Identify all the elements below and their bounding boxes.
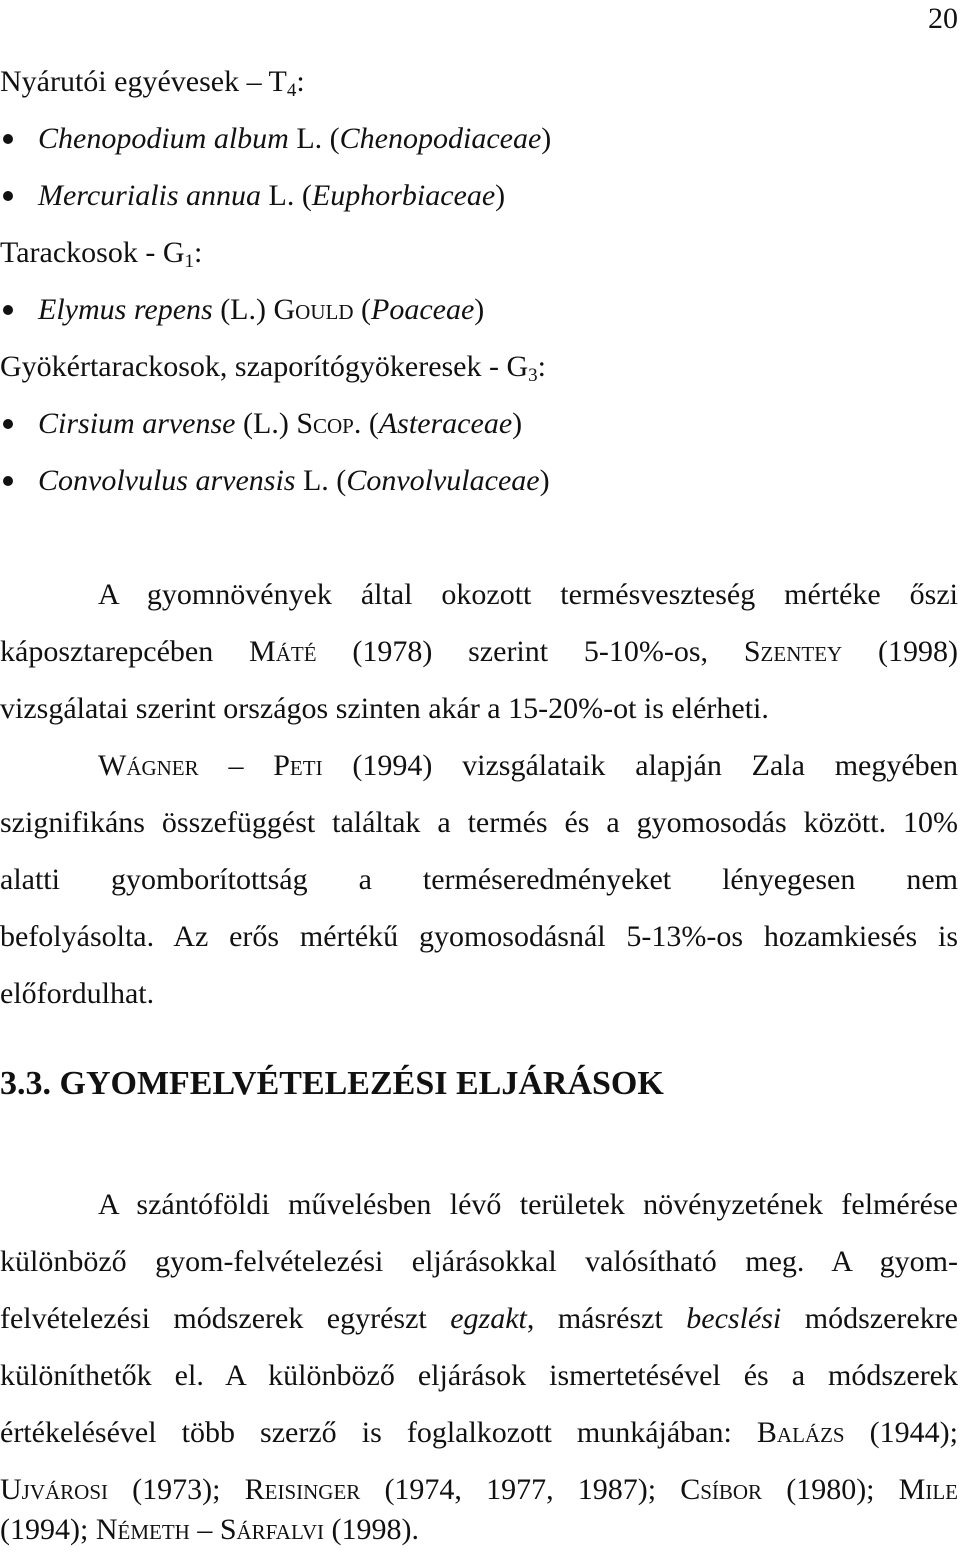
list-item: Cirsium arvense (L.) Scop. (Asteraceae) — [0, 406, 958, 442]
paragraph-line: szignifikáns összefüggést találtak a termés és a gyomosodás között. 10% — [0, 806, 958, 839]
paragraph-line: különböző gyom-felvételezési eljárásokkal valósítható meg. A gyom- — [0, 1245, 958, 1278]
paragraph-line: előfordulhat. — [0, 977, 155, 1010]
bullet-icon — [3, 419, 13, 429]
paragraph-line: Ujvárosi (1973); Reisinger (1974, 1977, 1987); Csíbor (1980); Mile — [0, 1473, 958, 1506]
bullet-icon — [3, 134, 13, 144]
bullet-icon — [3, 476, 13, 486]
paragraph-line: káposztarepcében Máté (1978) szerint 5-10%-os, Szentey (1998) — [0, 635, 958, 668]
page-number: 20 — [928, 2, 958, 35]
t4-heading: Nyárutói egyévesek – $T_4$: — [0, 65, 305, 101]
g1-heading: Tarackosok - $G_1$: — [0, 236, 203, 272]
list-item: Convolvulus arvensis L. (Convolvulaceae) — [0, 463, 958, 499]
bullet-icon — [3, 305, 13, 315]
paragraph-line: A szántóföldi művelésben lévő területek növényzetének felmérése — [98, 1188, 958, 1221]
section-heading: 3.3. GYOMFELVÉTELEZÉSI ELJÁRÁSOK — [0, 1065, 664, 1102]
g3-heading: Gyökértarackosok, szaporítógyökeresek - $G_3$: — [0, 350, 546, 386]
paragraph-line: befolyásolta. Az erős mértékű gyomosodásnál 5-13%-os hozamkiesés is — [0, 920, 958, 953]
paragraph-line: A gyomnövények által okozott termésveszteség mértéke őszi — [98, 578, 958, 611]
paragraph-line: Wágner – Peti (1994) vizsgálataik alapján Zala megyében — [98, 749, 959, 782]
list-item: Elymus repens (L.) Gould (Poaceae) — [0, 292, 958, 328]
paragraph-line: felvételezési módszerek egyrészt egzakt, másrészt becslési módszerekre — [0, 1302, 958, 1335]
bullet-icon — [3, 191, 13, 201]
paragraph-line: (1994); Németh – Sárfalvi (1998). — [0, 1513, 420, 1546]
list-item: Chenopodium album L. (Chenopodiaceae) — [0, 121, 958, 157]
paragraph-line: értékelésével több szerző is foglalkozott munkájában: Balázs (1944); — [0, 1416, 958, 1449]
paragraph-line: különíthetők el. A különböző eljárások ismertetésével és a módszerek — [0, 1359, 958, 1392]
list-item: Mercurialis annua L. (Euphorbiaceae) — [0, 178, 958, 214]
paragraph-line: alatti gyomborítottság a terméseredményeket lényegesen nem — [0, 863, 958, 896]
paragraph-line: vizsgálatai szerint országos szinten akár a 15-20%-ot is elérheti. — [0, 692, 769, 725]
